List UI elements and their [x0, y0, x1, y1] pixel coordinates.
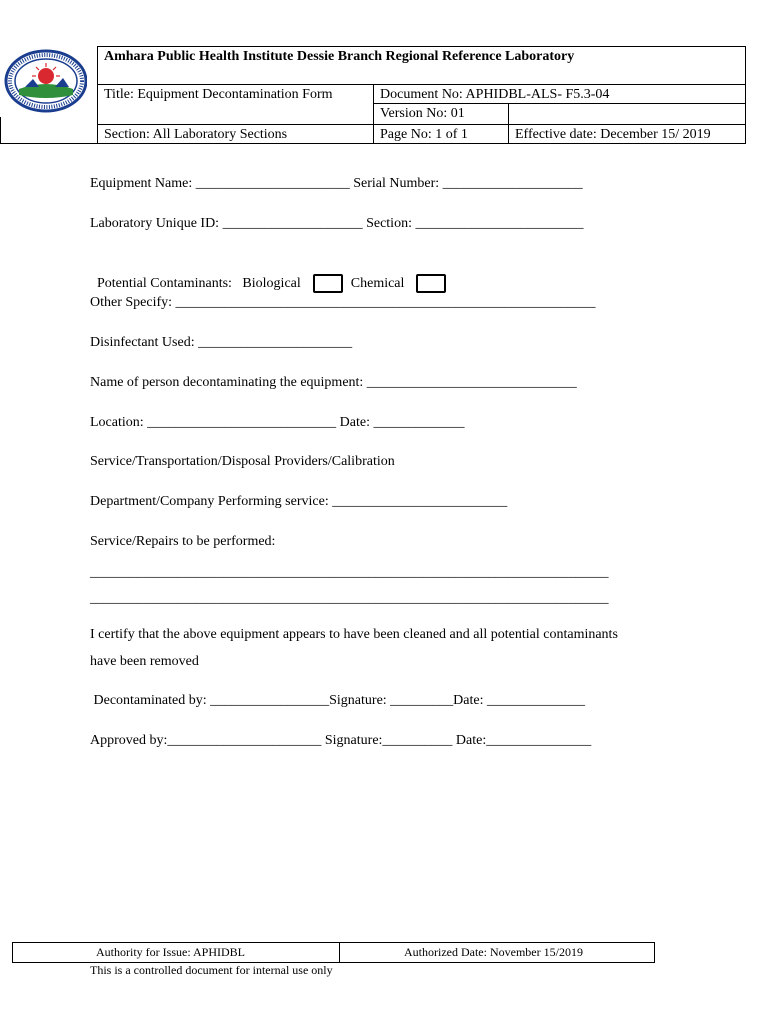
repairs-blank-line-1[interactable]: ______________________________________________________________________________	[90, 564, 609, 579]
location-date-field[interactable]: Location: ___________________________ Date: _____________	[90, 415, 465, 430]
header-divider	[0, 143, 97, 144]
authority-for-issue: Authority for Issue: APHIDBL	[96, 945, 245, 959]
header-divider	[373, 84, 374, 144]
repairs-blank-line-2[interactable]: ______________________________________________________________________________	[90, 590, 609, 605]
version-number: Version No: 01	[380, 106, 465, 121]
institute-seal-logo	[3, 49, 87, 113]
document-number: Document No: APHIDBL-ALS- F5.3-04	[380, 87, 610, 102]
chemical-label: Chemical	[350, 276, 405, 291]
certify-text-1: I certify that the above equipment appears to have been cleaned and all potential contaminants	[90, 627, 618, 642]
disinfectant-field[interactable]: Disinfectant Used: ______________________	[90, 335, 353, 350]
repairs-label: Service/Repairs to be performed:	[90, 534, 276, 549]
form-title: Title: Equipment Decontamination Form	[104, 87, 333, 102]
service-heading: Service/Transportation/Disposal Providers/Calibration	[90, 454, 395, 469]
section-label: Section: All Laboratory Sections	[104, 127, 288, 142]
department-field[interactable]: Department/Company Performing service: _________________________	[90, 494, 508, 509]
header-divider	[97, 124, 746, 125]
chemical-checkbox[interactable]	[416, 274, 446, 293]
footer-table	[12, 942, 655, 963]
header-divider	[373, 103, 746, 104]
certify-text-2: have been removed	[90, 654, 199, 669]
person-field[interactable]: Name of person decontaminating the equipment: ______________________________	[90, 375, 577, 390]
page-number: Page No: 1 of 1	[380, 127, 468, 142]
header-divider	[97, 84, 746, 85]
approved-by-field[interactable]: Approved by:______________________ Signature:__________ Date:_______________	[90, 733, 592, 748]
header-divider	[0, 117, 1, 144]
contaminants-row	[90, 254, 454, 294]
equipment-name-field[interactable]: Equipment Name: ______________________ Serial Number: ____________________	[90, 176, 583, 191]
footer-divider	[339, 943, 340, 962]
authorized-date: Authorized Date: November 15/2019	[404, 945, 583, 959]
biological-checkbox[interactable]	[313, 274, 343, 293]
effective-date: Effective date: December 15/ 2019	[515, 127, 711, 142]
header-divider	[508, 103, 509, 144]
institution-title: Amhara Public Health Institute Dessie Branch Regional Reference Laboratory	[104, 49, 575, 64]
lab-id-field[interactable]: Laboratory Unique ID: ____________________ Section: ________________________	[90, 216, 584, 231]
contaminants-label: Potential Contaminants: Biological	[97, 276, 301, 291]
other-specify-field[interactable]: Other Specify: ____________________________________________________________	[90, 295, 596, 310]
decontaminated-by-field[interactable]: Decontaminated by: _________________Signature: _________Date: ______________	[90, 693, 585, 708]
controlled-document-note: This is a controlled document for internal use only	[90, 963, 333, 977]
